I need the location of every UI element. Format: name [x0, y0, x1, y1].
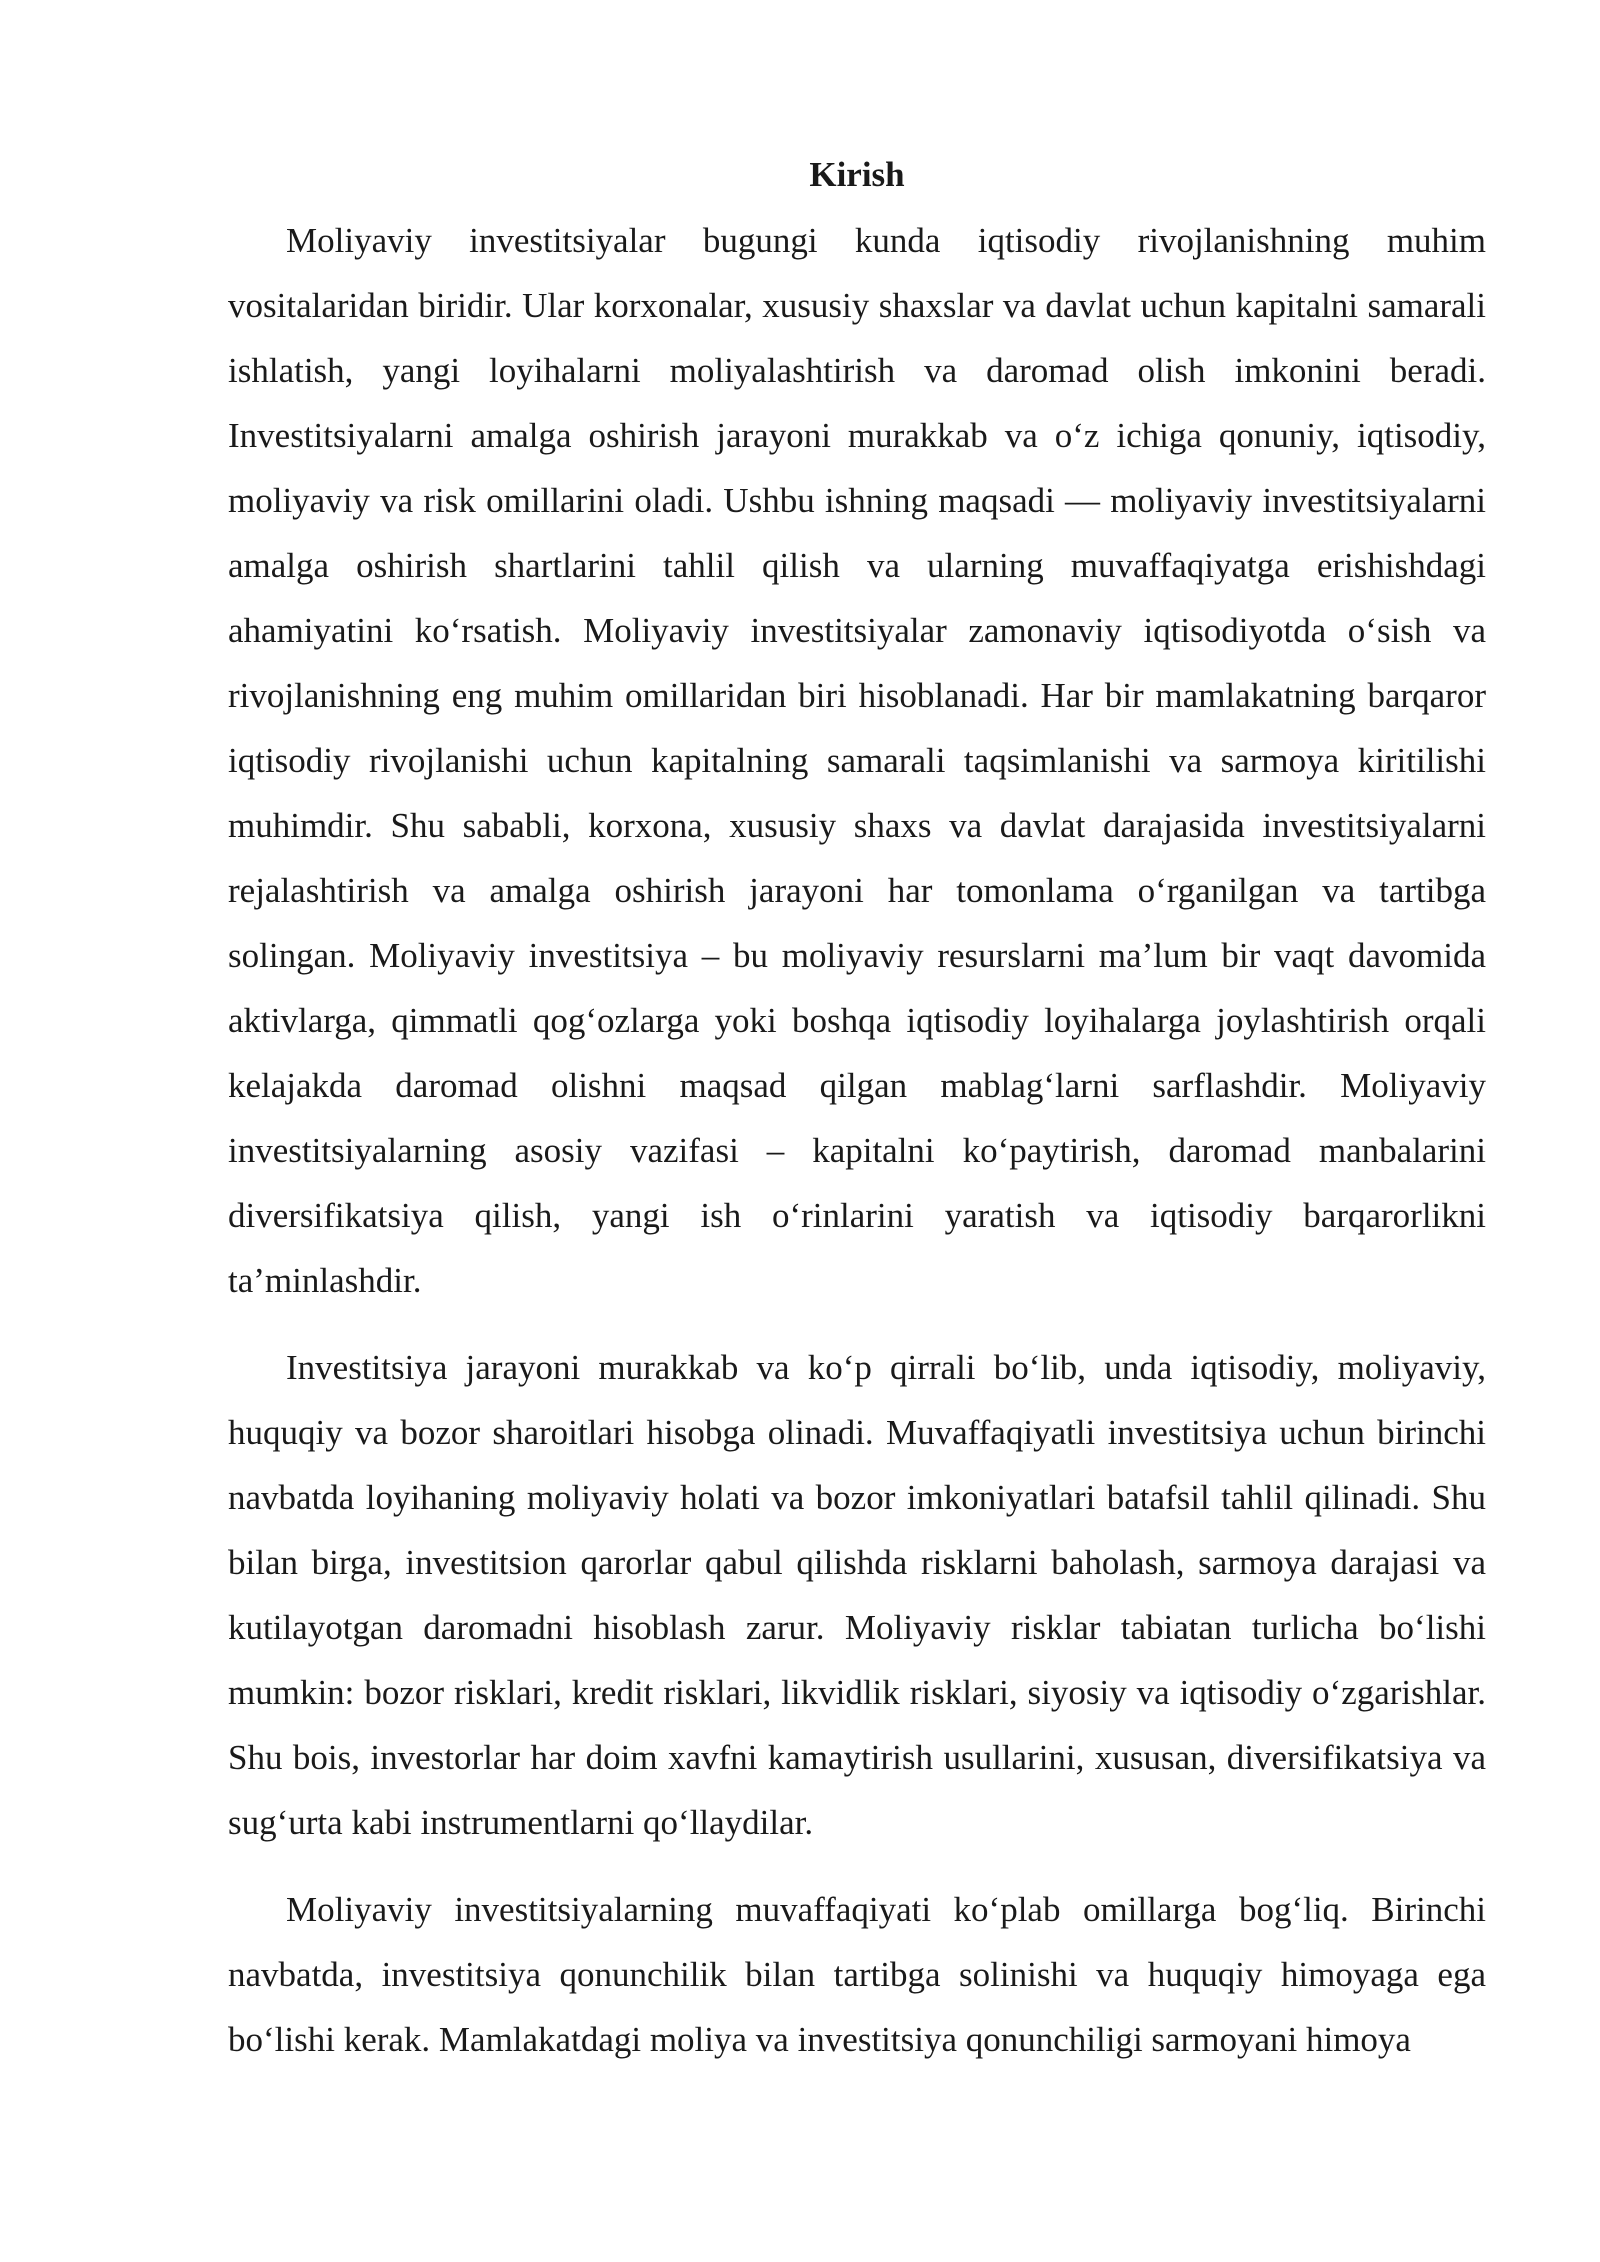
document-body: [228, 150, 1486, 2094]
section-title: Kirish: [809, 155, 905, 194]
paragraph-2: Investitsiya jarayoni murakkab va ko‘p qirrali bo‘lib, unda iqtisodiy, moliyaviy, huquqiy va bozor sharoitlari hisobga olinadi. Muvaffaqiyatli investitsiya uchun birinchi navbatda loyihaning moliyaviy holati va bozor imkoniyatlari batafsil tahlil qilinadi. Shu bilan birga, investitsion qarorlar qabul qilishda risklarni baholash, sarmoya darajasi va kutilayotgan daromadni hisoblash zarur. Moliyaviy risklar tabiatan turlicha bo‘lishi mumkin: bozor risklari, kredit risklari, likvidlik risklari, siyosiy va iqtisodiy o‘zgarishlar. Shu bois, investorlar har doim xavfni kamaytirish usullarini, xususan, diversifikatsiya va sug‘urta kabi instrumentlarni qo‘llaydilar.: [228, 1348, 1486, 1842]
paragraph-3: Moliyaviy investitsiyalarning muvaffaqiyati ko‘plab omillarga bog‘liq. Birinchi navbatda, investitsiya qonunchilik bilan tartibga solinishi va huquqiy himoyaga ega bo‘lishi kerak. Mamlakatdagi moliya va investitsiya qonunchiligi sarmoyani himoya: [228, 1890, 1486, 2059]
paragraph-1: Moliyaviy investitsiyalar bugungi kunda iqtisodiy rivojlanishning muhim vositalaridan biridir. Ular korxonalar, xususiy shaxslar va davlat uchun kapitalni samarali ishlatish, yangi loyihalarni moliyalashtirish va daromad olish imkonini beradi. Investitsiyalarni amalga oshirish jarayoni murakkab va o‘z ichiga qonuniy, iqtisodiy, moliyaviy va risk omillarini oladi. Ushbu ishning maqsadi — moliyaviy investitsiyalarni amalga oshirish shartlarini tahlil qilish va ularning muvaffaqiyatga erishishdagi ahamiyatini ko‘rsatish. Moliyaviy investitsiyalar zamonaviy iqtisodiyotda o‘sish va rivojlanishning eng muhim omillaridan biri hisoblanadi. Har bir mamlakatning barqaror iqtisodiy rivojlanishi uchun kapitalning samarali taqsimlanishi va sarmoya kiritilishi muhimdir. Shu sababli, korxona, xususiy shaxs va davlat darajasida investitsiyalarni rejalashtirish va amalga oshirish jarayoni har tomonlama o‘rganilgan va tartibga solingan. Moliyaviy investitsiya – bu moliyaviy resurslarni ma’lum bir vaqt davomida aktivlarga, qimmatli qog‘ozlarga yoki boshqa iqtisodiy loyihalarga joylashtirish orqali kelajakda daromad olishni maqsad qilgan mablag‘larni sarflashdir. Moliyaviy investitsiyalarning asosiy vazifasi – kapitalni ko‘paytirish, daromad manbalarini diversifikatsiya qilish, yangi ish o‘rinlarini yaratish va iqtisodiy barqarorlikni ta’minlashdir.: [228, 221, 1486, 1300]
